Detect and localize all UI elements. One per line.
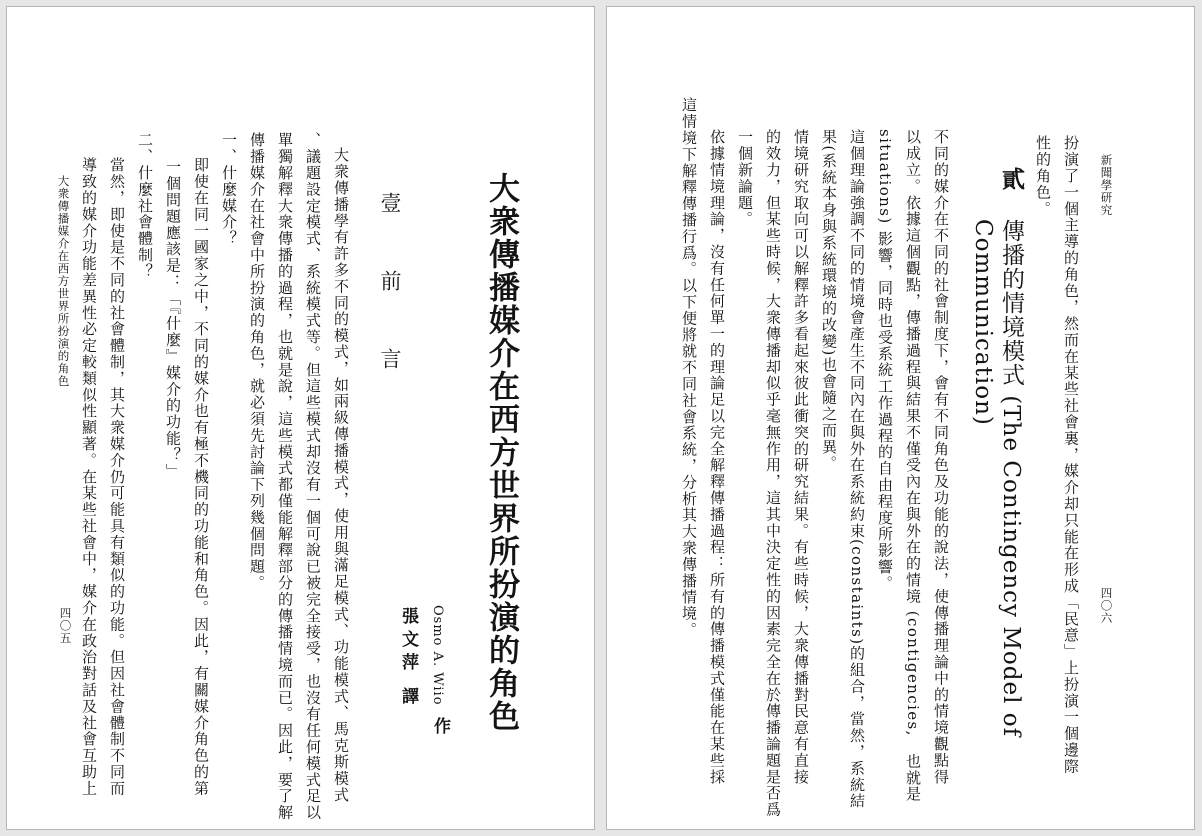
paragraph-line: situations) 影響，同時也受系統工作過程的自由程度所影響。: [876, 129, 894, 592]
section-number: 貳: [998, 167, 1025, 190]
paragraph-line: 當然，即使是不同的社會體制，其大衆媒介仍可能具有類似的功能。但因社會體制不同而: [108, 157, 126, 797]
left-page: [6, 6, 595, 830]
paragraph-line: 的效力，但某些時候，大衆傳播却似乎毫無作用，這其中決定性的因素完全在於傳播論題是否爲: [764, 129, 782, 818]
page-number: 四〇六: [1099, 587, 1114, 625]
section-title: 傳播的情境模式 (The Contingency Model of: [998, 219, 1024, 738]
running-title: 大衆傳播媒介在西方世界所扮演的角色: [56, 175, 71, 388]
paragraph-line: 導致的媒介功能差異性必定較類似性顯著。在某些社會中，媒介在政治對話及社會互助上: [80, 157, 98, 797]
subheading-what-medium: 一、什麼媒介？: [220, 132, 238, 247]
section-heading-preface: 壹 前 言: [378, 192, 402, 387]
paragraph-line: 不同的媒介在不同的社會制度下，會有不同角色及功能的說法，使傳播理論中的情境觀點得: [932, 129, 950, 785]
paragraph-line: 一個新論題。: [736, 129, 754, 228]
paragraph-line: 以成立。依據這個觀點，傳播過程與結果不僅受內在與外在的情境 (contigencies, 也就是: [904, 129, 922, 803]
paragraph-line: 即使在同一國家之中，不同的媒介也有極不機同的功能和角色。因此，有關媒介角色的第: [192, 157, 210, 797]
paragraph-line: 依據情境理論，沒有任何單一的理論足以完全解釋傳播過程：所有的傳播模式僅能在某些採: [708, 129, 726, 785]
translator-name: 張文萍: [398, 607, 418, 676]
article-title: 大衆傳播媒介在西方世界所扮演的角色: [483, 172, 519, 733]
paragraph-line: 果(系統本身與系統環境的改變)也會隨之而異。: [820, 129, 838, 472]
author-name: Osmo A. Wiio: [430, 605, 445, 706]
paragraph-line: 一個問題應該是：「『什麼』媒介的功能？」: [164, 159, 182, 480]
author-role: 作: [430, 717, 450, 740]
paragraph-line: 這情境下解釋傳播行爲。以下便將就不同社會系統，分析其大衆傳播情境。: [680, 97, 698, 639]
paragraph-line: 性的角色。: [1034, 135, 1052, 217]
running-title: 新聞學研究: [1099, 154, 1114, 217]
section-title-continued: Communication): [970, 219, 996, 426]
page-number: 四〇五: [58, 607, 73, 645]
paragraph-line: 傳播媒介在社會中所扮演的角色，就必須先討論下列幾個問題。: [248, 132, 266, 592]
paragraph-line: 這個理論強調不同的情境會產生不同內在與外在系統約束(constaints)的組合，當然，系統結: [848, 129, 866, 810]
paragraph-line: 情境研究取向可以解釋許多看起來彼此衝突的研究結果。有些時候，大衆傳播對民意有直接: [792, 129, 810, 785]
paragraph-line: 大衆傳播學有許多不同的模式，如兩級傳播模式，使用與滿足模式、功能模式、馬克斯模式: [332, 147, 350, 803]
subheading-what-system: 二、什麼社會體制？: [136, 132, 154, 280]
paragraph-line: 扮演了一個主導的角色，然而在某些社會裏，媒介却只能在形成「民意」上扮演一個邊際: [1062, 135, 1080, 775]
right-page: [606, 6, 1195, 830]
paragraph-line: 、議題設定模式、系統模式等。但這些模式却沒有一個可說已被完全接受，也沒有任何模式足以: [304, 132, 322, 821]
paragraph-line: 單獨解釋大衆傳播的過程，也就是說，這些模式都僅能解釋部分的傳播情境而已。因此，要了解: [276, 132, 294, 821]
translator-role: 譯: [398, 687, 418, 710]
